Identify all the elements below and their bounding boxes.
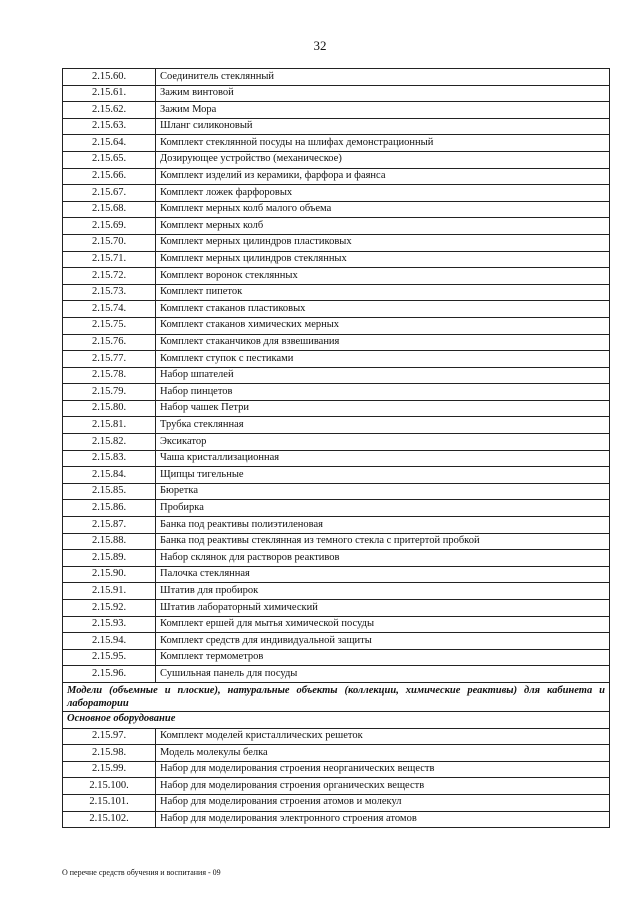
table-row: [63, 583, 610, 600]
table-row: [63, 367, 610, 384]
table-row: [63, 811, 610, 828]
item-name: Комплект моделей кристаллических решеток: [156, 728, 610, 745]
section-heading: Модели (объемные и плоские), натуральные объекты (коллекции, химические реактивы) для кабинета и лаборатории: [63, 682, 610, 711]
item-name: Зажим Мора: [156, 102, 610, 119]
table-row: [63, 85, 610, 102]
table-row: [63, 728, 610, 745]
table-row: [63, 745, 610, 762]
subsection-heading-row: [63, 711, 610, 728]
item-code: 2.15.92.: [63, 600, 156, 617]
table-row: [63, 600, 610, 617]
item-name: Комплект стаканов химических мерных: [156, 317, 610, 334]
table-row: [63, 761, 610, 778]
table-row: [63, 566, 610, 583]
item-code: 2.15.81.: [63, 417, 156, 434]
item-name: Палочка стеклянная: [156, 566, 610, 583]
item-name: Комплект мерных цилиндров пластиковых: [156, 234, 610, 251]
item-code: 2.15.71.: [63, 251, 156, 268]
item-name: Модель молекулы белка: [156, 745, 610, 762]
item-code: 2.15.78.: [63, 367, 156, 384]
item-code: 2.15.87.: [63, 517, 156, 534]
table-row: [63, 151, 610, 168]
item-name: Набор для моделирования электронного строения атомов: [156, 811, 610, 828]
table-row: [63, 666, 610, 683]
table-row: [63, 616, 610, 633]
item-code: 2.15.91.: [63, 583, 156, 600]
item-name: Комплект стаканчиков для взвешивания: [156, 334, 610, 351]
item-code: 2.15.84.: [63, 467, 156, 484]
table-row: [63, 185, 610, 202]
table-row: [63, 135, 610, 152]
item-code: 2.15.62.: [63, 102, 156, 119]
table-row: [63, 467, 610, 484]
item-code: 2.15.63.: [63, 118, 156, 135]
item-name: Набор шпателей: [156, 367, 610, 384]
item-name: Банка под реактивы стеклянная из темного стекла с притертой пробкой: [156, 533, 610, 550]
item-code: 2.15.85.: [63, 483, 156, 500]
item-name: Штатив лабораторный химический: [156, 600, 610, 617]
table-row: [63, 118, 610, 135]
item-code: 2.15.96.: [63, 666, 156, 683]
item-code: 2.15.77.: [63, 351, 156, 368]
item-name: Набор пинцетов: [156, 384, 610, 401]
item-code: 2.15.102.: [63, 811, 156, 828]
table-row: [63, 633, 610, 650]
item-code: 2.15.80.: [63, 400, 156, 417]
item-name: Набор чашек Петри: [156, 400, 610, 417]
table-row: [63, 351, 610, 368]
item-name: Комплект стеклянной посуды на шлифах демонстрационный: [156, 135, 610, 152]
table-row: [63, 483, 610, 500]
item-name: Трубка стеклянная: [156, 417, 610, 434]
item-code: 2.15.72.: [63, 268, 156, 285]
item-code: 2.15.66.: [63, 168, 156, 185]
table-row: [63, 384, 610, 401]
table-row: [63, 649, 610, 666]
item-name: Соединитель стеклянный: [156, 69, 610, 86]
item-name: Сушильная панель для посуды: [156, 666, 610, 683]
item-name: Комплект изделий из керамики, фарфора и фаянса: [156, 168, 610, 185]
table-row: [63, 301, 610, 318]
item-name: Зажим винтовой: [156, 85, 610, 102]
item-name: Набор для моделирования строения неорганических веществ: [156, 761, 610, 778]
footer-note: О перечне средств обучения и воспитания - 09: [62, 868, 221, 877]
page-number: 32: [313, 38, 327, 53]
table-row: [63, 268, 610, 285]
table-row: [63, 794, 610, 811]
table-row: [63, 284, 610, 301]
item-code: 2.15.75.: [63, 317, 156, 334]
table-row: [63, 517, 610, 534]
item-name: Комплект средств для индивидуальной защиты: [156, 633, 610, 650]
item-name: Комплект ложек фарфоровых: [156, 185, 610, 202]
table-row: [63, 500, 610, 517]
table-row: [63, 417, 610, 434]
item-code: 2.15.67.: [63, 185, 156, 202]
item-code: 2.15.97.: [63, 728, 156, 745]
item-code: 2.15.69.: [63, 218, 156, 235]
item-name: Штатив для пробирок: [156, 583, 610, 600]
item-code: 2.15.95.: [63, 649, 156, 666]
item-name: Банка под реактивы полиэтиленовая: [156, 517, 610, 534]
item-code: 2.15.98.: [63, 745, 156, 762]
item-name: Комплект стаканов пластиковых: [156, 301, 610, 318]
item-code: 2.15.65.: [63, 151, 156, 168]
item-name: Комплект ершей для мытья химической посуды: [156, 616, 610, 633]
item-code: 2.15.73.: [63, 284, 156, 301]
item-code: 2.15.60.: [63, 69, 156, 86]
item-code: 2.15.68.: [63, 201, 156, 218]
item-code: 2.15.70.: [63, 234, 156, 251]
item-name: Набор склянок для растворов реактивов: [156, 550, 610, 567]
item-name: Щипцы тигельные: [156, 467, 610, 484]
table-row: [63, 218, 610, 235]
equipment-table: [62, 68, 610, 828]
item-name: Комплект воронок стеклянных: [156, 268, 610, 285]
item-name: Комплект мерных колб: [156, 218, 610, 235]
item-name: Чаша кристаллизационная: [156, 450, 610, 467]
item-name: Дозирующее устройство (механическое): [156, 151, 610, 168]
item-name: Шланг силиконовый: [156, 118, 610, 135]
table-row: [63, 434, 610, 451]
table-row: [63, 102, 610, 119]
item-code: 2.15.76.: [63, 334, 156, 351]
table-row: [63, 778, 610, 795]
table-row: [63, 334, 610, 351]
item-name: Эксикатор: [156, 434, 610, 451]
item-code: 2.15.99.: [63, 761, 156, 778]
table-section: [63, 682, 610, 728]
section-heading-row: [63, 682, 610, 711]
table-row: [63, 234, 610, 251]
item-name: Комплект мерных колб малого объема: [156, 201, 610, 218]
table-body-bottom: [63, 728, 610, 828]
item-name: Набор для моделирования строения органических веществ: [156, 778, 610, 795]
item-code: 2.15.88.: [63, 533, 156, 550]
item-code: 2.15.101.: [63, 794, 156, 811]
item-code: 2.15.83.: [63, 450, 156, 467]
item-name: Комплект пипеток: [156, 284, 610, 301]
table-row: [63, 168, 610, 185]
table-body-top: [63, 69, 610, 683]
table-row: [63, 450, 610, 467]
item-code: 2.15.79.: [63, 384, 156, 401]
item-name: Бюретка: [156, 483, 610, 500]
table-row: [63, 533, 610, 550]
item-code: 2.15.86.: [63, 500, 156, 517]
table-row: [63, 550, 610, 567]
item-code: 2.15.100.: [63, 778, 156, 795]
item-code: 2.15.90.: [63, 566, 156, 583]
table-row: [63, 69, 610, 86]
table-row: [63, 251, 610, 268]
item-code: 2.15.82.: [63, 434, 156, 451]
item-code: 2.15.89.: [63, 550, 156, 567]
item-code: 2.15.74.: [63, 301, 156, 318]
item-code: 2.15.61.: [63, 85, 156, 102]
item-name: Комплект термометров: [156, 649, 610, 666]
table-row: [63, 400, 610, 417]
item-code: 2.15.93.: [63, 616, 156, 633]
item-name: Набор для моделирования строения атомов и молекул: [156, 794, 610, 811]
item-name: Комплект ступок с пестиками: [156, 351, 610, 368]
item-name: Пробирка: [156, 500, 610, 517]
item-code: 2.15.64.: [63, 135, 156, 152]
item-name: Комплект мерных цилиндров стеклянных: [156, 251, 610, 268]
table-row: [63, 317, 610, 334]
subsection-heading: Основное оборудование: [63, 711, 610, 728]
table-row: [63, 201, 610, 218]
item-code: 2.15.94.: [63, 633, 156, 650]
